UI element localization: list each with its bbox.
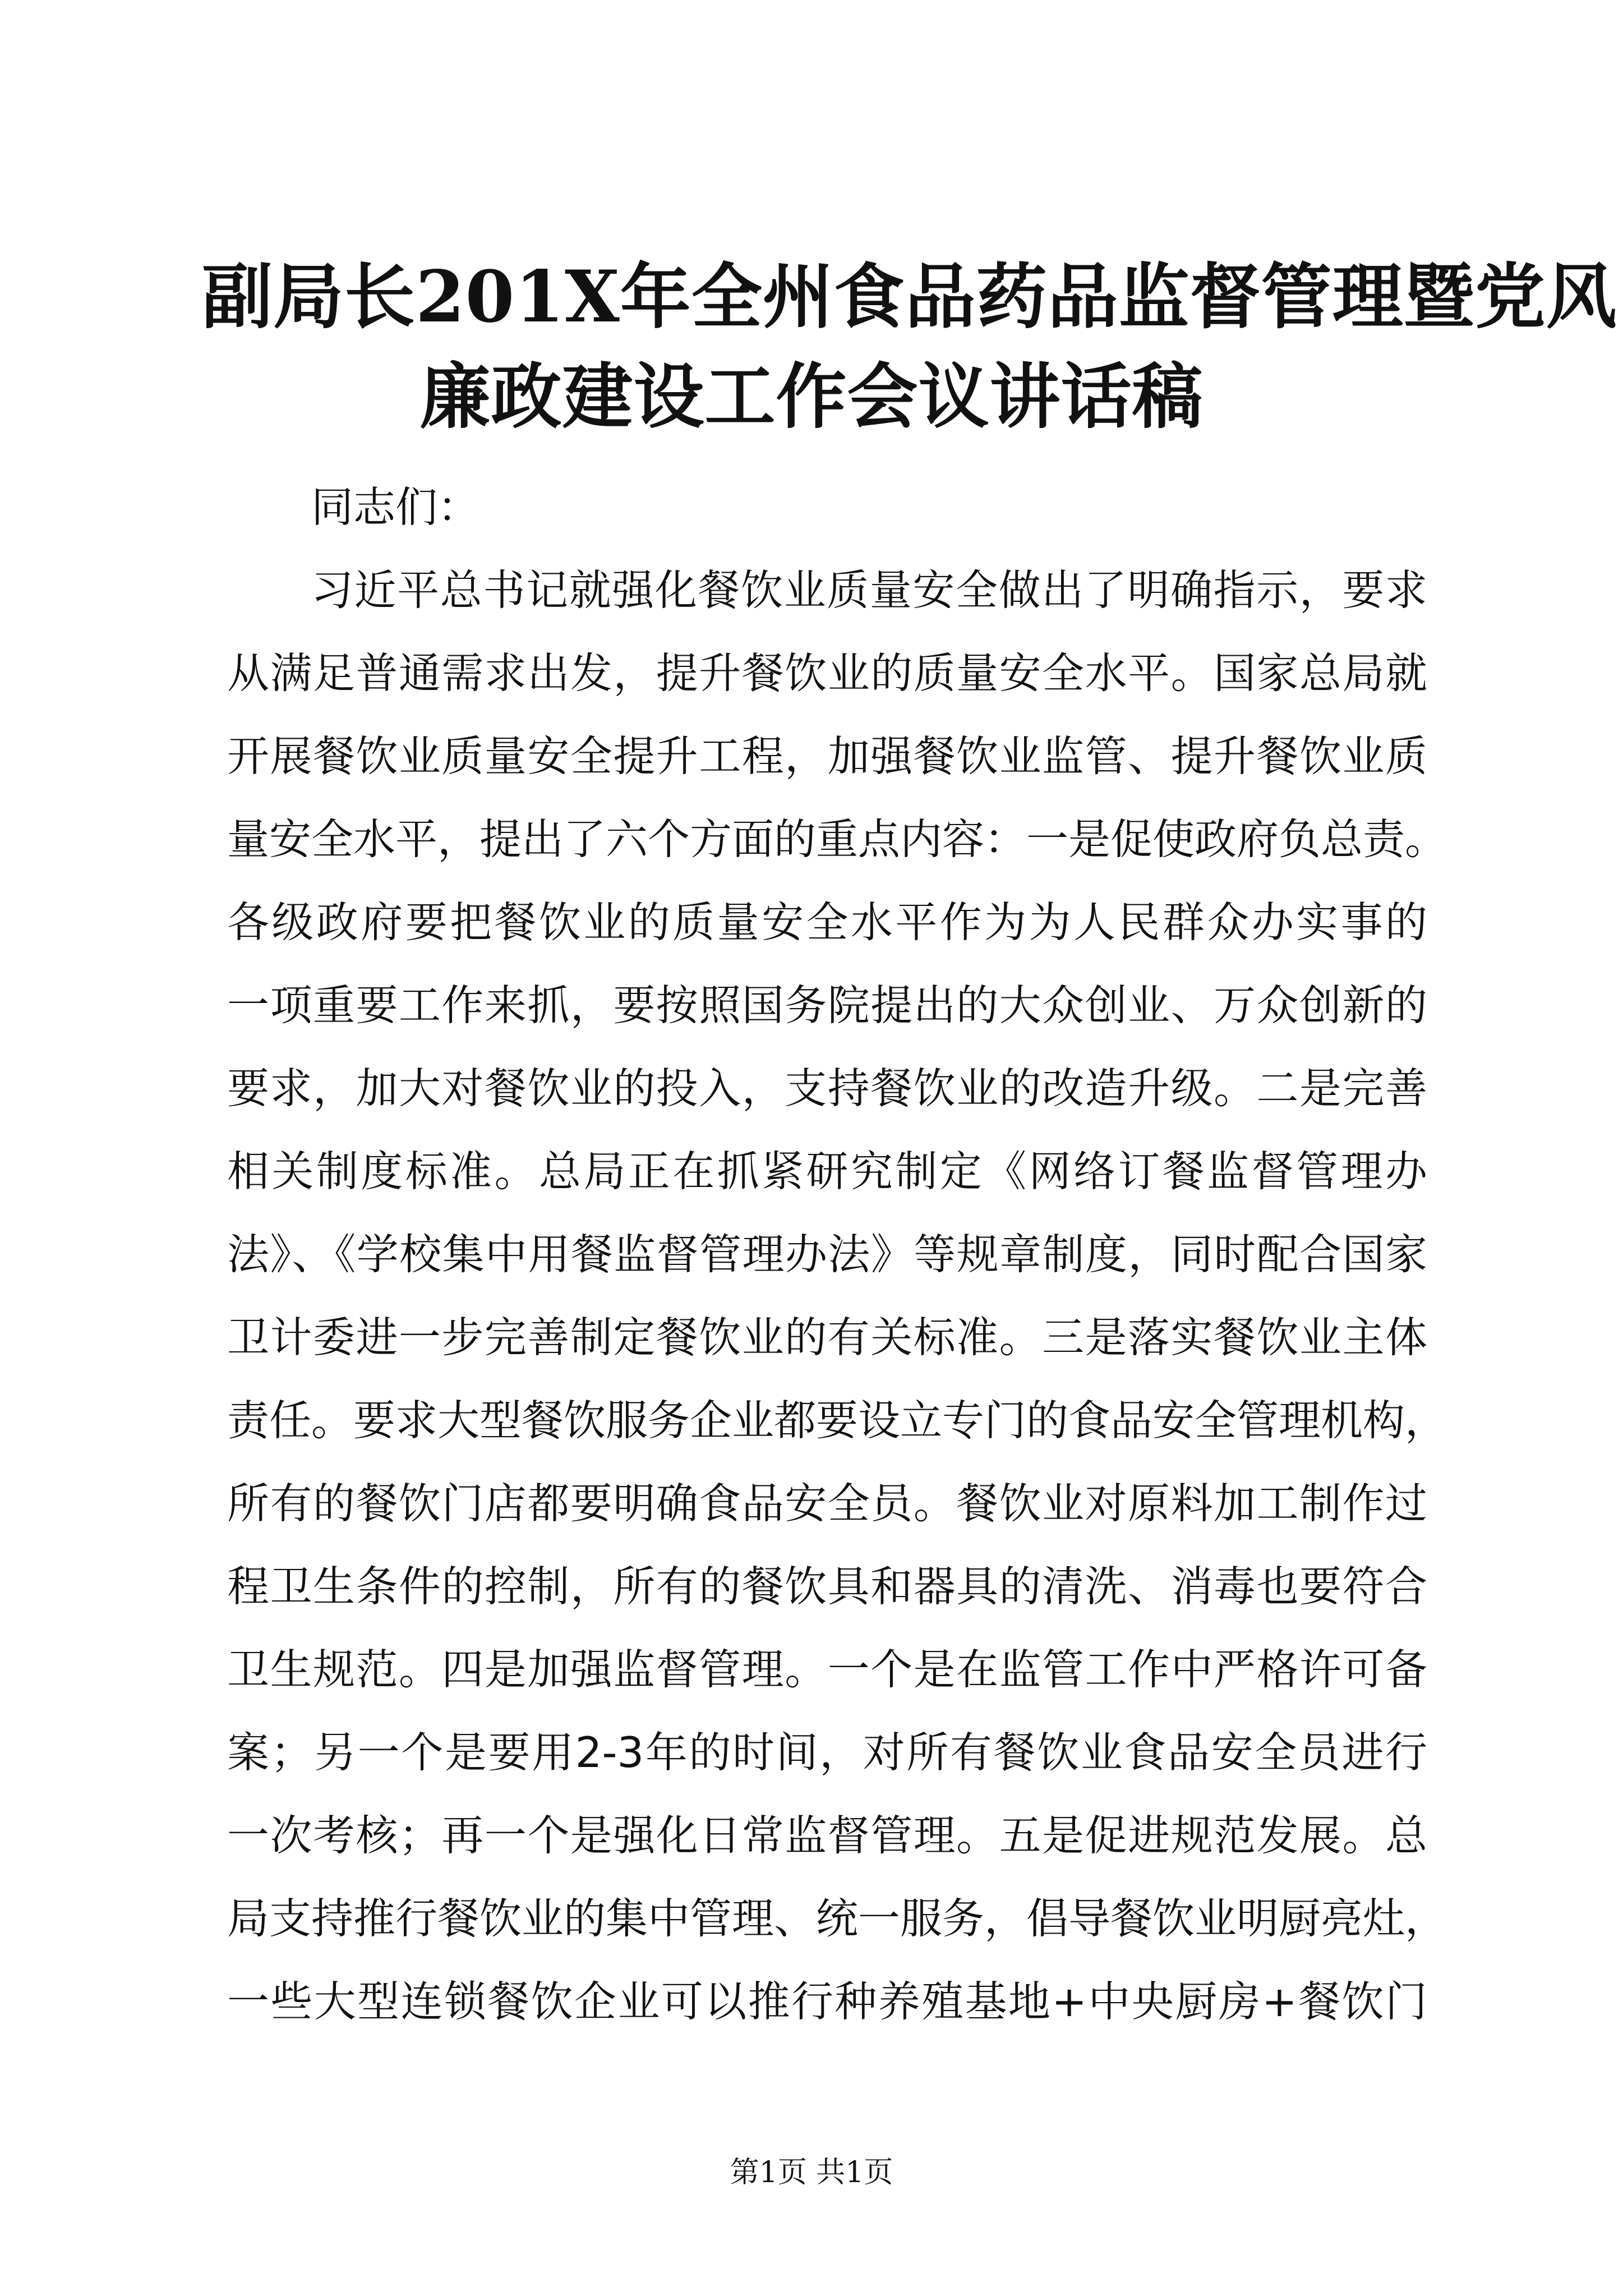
paragraph-line: 一些大型连锁餐饮企业可以推行种养殖基地+中央厨房+餐饮门 <box>227 1977 1427 2026</box>
paragraph-line: 责任。要求大型餐饮服务企业都要设立专门的食品安全管理机构， <box>227 1396 1447 1445</box>
page-footer <box>0 2153 1623 2192</box>
paragraph-line: 各级政府要把餐饮业的质量安全水平作为为人民群众办实事的 <box>227 898 1427 947</box>
paragraph-line: 从满足普通需求出发，提升餐饮业的质量安全水平。国家总局就 <box>227 648 1427 698</box>
paragraph-line: 量安全水平，提出了六个方面的重点内容：一是促使政府负总责。 <box>227 815 1447 864</box>
paragraph-line: 一次考核；再一个是强化日常监督管理。五是促进规范发展。总 <box>227 1811 1427 1860</box>
paragraph-line: 习近平总书记就强化餐饮业质量安全做出了明确指示，要求 <box>311 565 1427 615</box>
title-line-2: 廉政建设工作会议讲话稿 <box>419 355 1204 438</box>
page-number: 第1页 共1页 <box>730 2156 893 2189</box>
paragraph-line: 卫计委进一步完善制定餐饮业的有关标准。三是落实餐饮业主体 <box>227 1313 1427 1362</box>
paragraph-line: 案；另一个是要用2-3年的时间，对所有餐饮业食品安全员进行 <box>227 1728 1427 1777</box>
paragraph-line: 一项重要工作来抓，要按照国务院提出的大众创业、万众创新的 <box>227 981 1427 1030</box>
paragraph-line: 卫生规范。四是加强监督管理。一个是在监管工作中严格许可备 <box>227 1645 1427 1694</box>
paragraph-line: 开展餐饮业质量安全提升工程，加强餐饮业监管、提升餐饮业质 <box>227 731 1427 781</box>
salutation: 同志们： <box>311 482 480 532</box>
title-line-1: 副局长201X年全州食品药品监督管理暨党风 <box>202 255 1617 338</box>
document-body <box>227 466 1447 2043</box>
paragraph-line: 法》、《学校集中用餐监督管理办法》等规章制度，同时配合国家 <box>227 1230 1427 1279</box>
paragraph-line: 相关制度标准。总局正在抓紧研究制定《网络订餐监督管理办 <box>227 1147 1427 1196</box>
paragraph-line: 局支持推行餐饮业的集中管理、统一服务，倡导餐饮业明厨亮灶， <box>227 1894 1447 1943</box>
paragraph-line: 要求，加大对餐饮业的投入，支持餐饮业的改造升级。二是完善 <box>227 1064 1427 1113</box>
paragraph-line: 程卫生条件的控制，所有的餐饮具和器具的清洗、消毒也要符合 <box>227 1562 1427 1611</box>
document-title <box>202 247 1617 447</box>
paragraph-line: 所有的餐饮门店都要明确食品安全员。餐饮业对原料加工制作过 <box>227 1479 1427 1528</box>
